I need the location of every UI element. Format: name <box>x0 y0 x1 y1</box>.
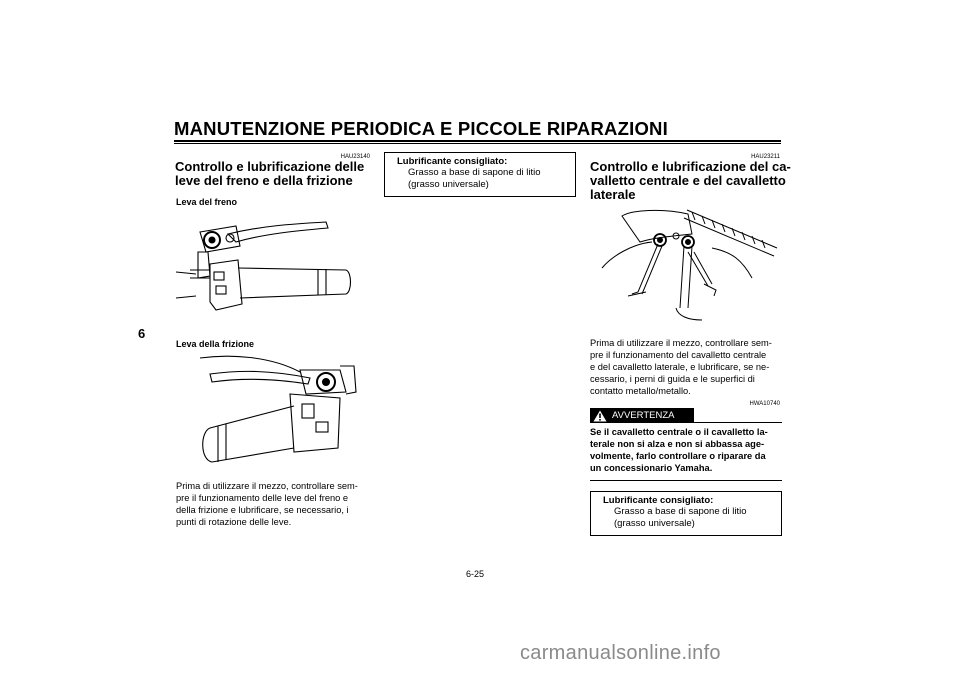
lubricant-box-line: (grasso universale) <box>614 518 695 529</box>
section-code: HAU23211 <box>751 154 780 160</box>
lubricant-box <box>384 152 576 197</box>
brake-clutch-description <box>176 480 369 528</box>
section-title-line: Controllo e lubrificazione delle <box>175 159 365 174</box>
lubricant-box-line: (grasso universale) <box>408 179 489 190</box>
header-rule-thick <box>174 140 781 142</box>
chapter-tab <box>128 318 168 396</box>
page-number: 6-25 <box>466 569 485 579</box>
header-rule-thin <box>174 143 781 144</box>
stand-illustration <box>592 208 782 328</box>
watermark: carmanualsonline.info <box>520 642 721 664</box>
section-code: HAU23140 <box>340 154 370 160</box>
text-line: della frizione e lubrificare, se necessario, i <box>176 505 349 516</box>
clutch-lever-label: Leva della frizione <box>176 339 255 349</box>
warning-badge <box>590 408 694 423</box>
stand-description <box>590 337 782 397</box>
text-line: Prima di utilizzare il mezzo, controllare sem- <box>176 481 358 491</box>
text-line: Se il cavalletto centrale o il cavalletto la- <box>590 427 768 437</box>
section-title <box>175 160 364 188</box>
lubricant-box-line: Grasso a base di sapone di litio <box>408 167 541 178</box>
text-line: e del cavalletto laterale, e lubrificare, se ne- <box>590 362 770 373</box>
text-line: pre il funzionamento del cavalletto centrale <box>590 350 767 361</box>
section-title-line: leve del freno e della frizione <box>175 173 353 188</box>
text-line: contatto metallo/metallo. <box>590 386 691 397</box>
warning-bottom-rule <box>590 480 782 481</box>
text-line: pre il funzionamento delle leve del freno e <box>176 493 349 504</box>
lubricant-box <box>590 491 782 536</box>
warning-triangle-icon <box>593 410 607 422</box>
text-line: cessario, i perni di guida e le superfici di <box>590 374 755 385</box>
section-title-line: laterale <box>590 187 636 202</box>
warning-label: AVVERTENZA <box>612 410 675 421</box>
section-title-line: Controllo e lubrificazione del ca- <box>590 159 791 174</box>
text-line: punti di rotazione delle leve. <box>176 517 292 528</box>
page-title: MANUTENZIONE PERIODICA E PICCOLE RIPARAZIONI <box>174 118 668 139</box>
brake-lever-illustration <box>176 212 376 322</box>
clutch-lever-illustration <box>190 352 390 472</box>
warning-text <box>590 426 782 474</box>
lubricant-box-line: Grasso a base di sapone di litio <box>614 506 747 517</box>
text-line: Prima di utilizzare il mezzo, controllare sem- <box>590 338 772 348</box>
chapter-number: 6 <box>138 326 146 341</box>
text-line: volmente, farlo controllare o riparare da <box>590 451 766 462</box>
text-line: un concessionario Yamaha. <box>590 463 713 474</box>
section-title <box>590 160 791 202</box>
lubricant-box-title: Lubrificante consigliato: <box>397 156 508 167</box>
warning-code: HWA10740 <box>749 401 780 407</box>
section-title-line: valletto centrale e del cavalletto <box>590 173 786 188</box>
lubricant-box-title: Lubrificante consigliato: <box>603 495 714 506</box>
warning-rule <box>694 422 782 423</box>
brake-lever-label: Leva del freno <box>176 197 238 207</box>
text-line: terale non si alza e non si abbassa age- <box>590 439 765 450</box>
